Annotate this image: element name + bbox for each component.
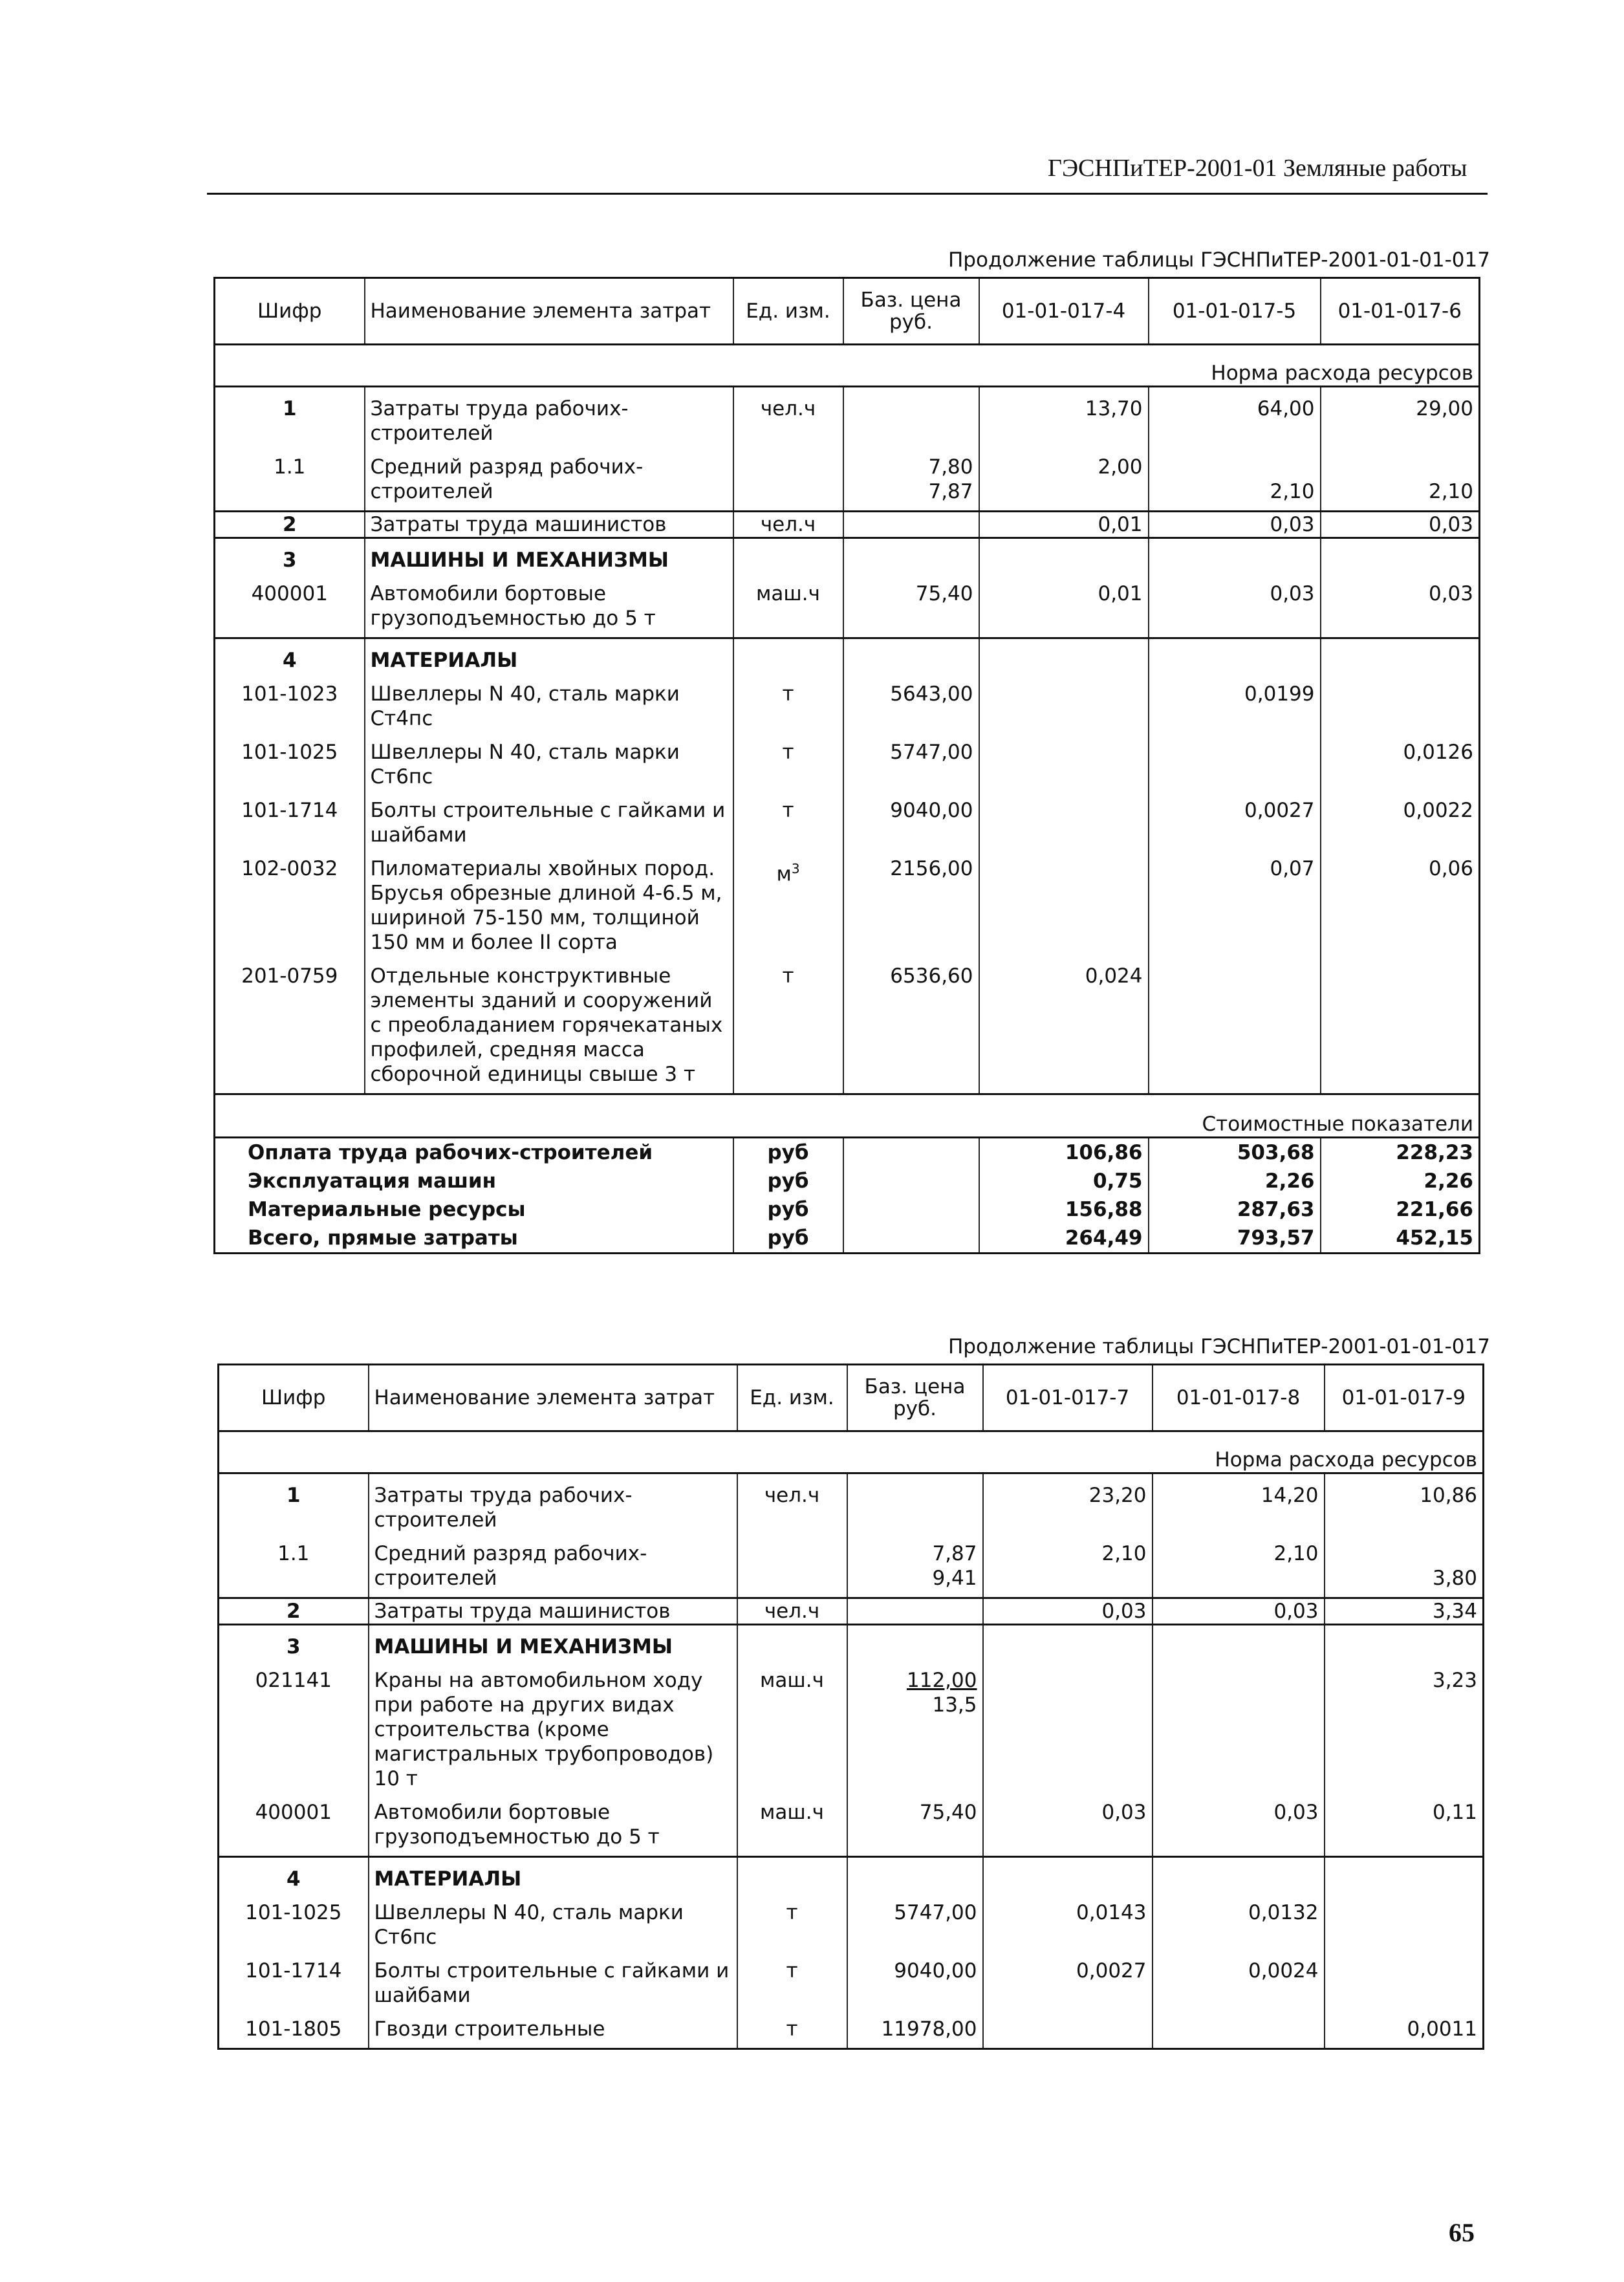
row-unit: т [733,789,843,847]
cost-label-text: Материальные ресурсы [248,1198,526,1221]
row-unit: т [733,955,843,1094]
row-code: 201-0759 [241,964,338,988]
row-value-3: 10,86 [1325,1473,1484,1533]
row-value-3: 0,03 [1321,512,1480,538]
row-unit: маш.ч [737,1659,847,1791]
table-row [215,512,1480,538]
row-name: Затраты труда рабочих-строителей [365,387,733,446]
row-value-2: 0,03 [1153,1598,1325,1625]
row-code: 102-0032 [241,857,338,880]
row-value-2: 0,03 [1153,1791,1325,1857]
row-code: 1.1 [274,455,306,479]
row-code: 101-1714 [245,1959,342,1983]
row-price: 75,40 [843,572,979,638]
col-header-price: Баз. цена руб. [843,278,979,345]
table-row [219,1857,1484,1892]
row-price [847,1598,983,1625]
row-code: 1 [286,1484,301,1507]
row-value-3: 3,23 [1325,1659,1484,1791]
table-row [215,638,1480,673]
row-code: 1.1 [277,1542,310,1565]
row-unit: т [737,1891,847,1950]
row-name: Болты строительные с гайками и шайбами [369,1950,737,2008]
row-unit: т [733,731,843,789]
row-price: 7,87 9,41 [847,1532,983,1598]
row-price: 9040,00 [843,789,979,847]
row-value-3: 3,80 [1325,1532,1484,1598]
table2-caption: Продолжение таблицы ГЭСНПиТЕР-2001-01-01-017 [948,1335,1490,1358]
row-unit: чел.ч [737,1598,847,1625]
row-value-1: 23,20 [983,1473,1153,1533]
row-value-3: 0,03 [1321,572,1480,638]
row-value-1 [983,1659,1153,1791]
row-value-3: 29,00 [1321,387,1480,446]
row-value-3: 0,0011 [1325,2008,1484,2049]
cost-value-3: 228,23 [1321,1138,1480,1168]
cost-value-1: 0,75 [979,1167,1149,1195]
col-header-code-2: 01-01-017-8 [1153,1365,1325,1431]
table-row [219,1625,1484,1660]
row-value-1: 0,01 [979,572,1149,638]
row-code: 4 [215,638,365,673]
cost-value-1: 106,86 [979,1138,1149,1168]
table2-header-row [219,1365,1484,1431]
row-code: 400001 [251,582,328,605]
row-price: 75,40 [847,1791,983,1857]
col-header-code-3: 01-01-017-9 [1325,1365,1484,1431]
cost-unit: руб [733,1224,843,1254]
row-value-1 [979,847,1149,955]
row-unit [733,446,843,512]
row-value-1: 0,03 [983,1598,1153,1625]
row-code: 101-1025 [241,741,338,764]
row-code: 101-1023 [241,682,338,706]
cost-value-1: 264,49 [979,1224,1149,1254]
row-code: 2 [215,512,365,538]
col-header-unit: Ед. изм. [737,1365,847,1431]
row-unit: т [737,1950,847,2008]
row-value-1: 0,03 [983,1791,1153,1857]
row-unit: $м^3$ [733,847,843,955]
row-price: 5643,00 [843,673,979,731]
col-header-price: Баз. цена руб. [847,1365,983,1431]
col-header-code-1: 01-01-017-4 [979,278,1149,345]
row-value-3 [1325,1891,1484,1950]
row-value-2: 0,0027 [1149,789,1321,847]
row-name: Затраты труда рабочих-строителей [369,1473,737,1533]
row-name: Затраты труда машинистов [365,512,733,538]
row-unit [737,1532,847,1598]
row-unit: т [733,673,843,731]
cost-unit: руб [733,1195,843,1224]
cost-row [215,1224,1480,1254]
row-value-1: 0,0027 [983,1950,1153,2008]
row-price: 2156,00 [843,847,979,955]
row-name: Отдельные конструктивные элементы зданий и сооружений с преобладанием горячекатаных профилей, средняя масса сборочной единицы свыше 3 т [365,955,733,1094]
cost-unit: руб [733,1167,843,1195]
row-name: Швеллеры N 40, сталь марки Ст4пс [365,673,733,731]
row-code: 101-1805 [245,2017,342,2041]
row-value-1 [983,2008,1153,2049]
table-row [215,572,1480,638]
table-row [215,955,1480,1094]
row-value-3: 0,0022 [1321,789,1480,847]
table-row [219,1891,1484,1950]
row-price: 6536,60 [843,955,979,1094]
col-header-code-3: 01-01-017-6 [1321,278,1480,345]
cost-label-text: Оплата труда рабочих-строителей [248,1141,653,1164]
cost-row [215,1138,1480,1168]
row-value-3: 0,06 [1321,847,1480,955]
table-row [219,1659,1484,1791]
row-price [843,512,979,538]
section-title: МАТЕРИАЛЫ [369,1857,737,1892]
row-name: Швеллеры N 40, сталь марки Ст6пс [369,1891,737,1950]
row-value-3 [1321,955,1480,1094]
row-value-1: 2,00 [979,446,1149,512]
row-unit: маш.ч [733,572,843,638]
table-row [215,847,1480,955]
row-name: Автомобили бортовые грузоподъемностью до 5 т [369,1791,737,1857]
cost-label-text: Всего, прямые затраты [248,1226,518,1250]
row-value-2: 2,10 [1149,446,1321,512]
table1-caption: Продолжение таблицы ГЭСНПиТЕР-2001-01-01-017 [948,248,1490,272]
cost-value-2: 2,26 [1149,1167,1321,1195]
row-value-1: 0,024 [979,955,1149,1094]
row-price: 9040,00 [847,1950,983,2008]
table-row [215,789,1480,847]
row-unit: чел.ч [733,512,843,538]
cost-label-row [215,1094,1480,1138]
row-code: 2 [219,1598,369,1625]
row-value-2: 0,0024 [1153,1950,1325,2008]
row-name: Болты строительные с гайками и шайбами [365,789,733,847]
norm-label-row [215,345,1480,387]
col-header-name: Наименование элемента затрат [365,278,733,345]
running-header: ГЭСНПиТЕР-2001-01 Земляные работы [1048,155,1467,182]
row-code: 021141 [255,1669,332,1692]
row-unit: маш.ч [737,1791,847,1857]
page-number: 65 [1449,2218,1475,2247]
row-name: Автомобили бортовые грузоподъемностью до 5 т [365,572,733,638]
row-value-1: 0,0143 [983,1891,1153,1950]
row-name: Краны на автомобильном ходу при работе на других видах строительства (кроме магистральных трубопроводов) 10 т [369,1659,737,1791]
table-row [215,673,1480,731]
table-row [219,1791,1484,1857]
row-value-1: 13,70 [979,387,1149,446]
row-value-2: 14,20 [1153,1473,1325,1533]
row-name: Средний разряд рабочих-строителей [369,1532,737,1598]
row-value-2: 0,0199 [1149,673,1321,731]
row-code: 101-1025 [245,1901,342,1924]
row-name: Швеллеры N 40, сталь марки Ст6пс [365,731,733,789]
table-row [219,1532,1484,1598]
row-price [843,387,979,446]
col-header-code-2: 01-01-017-5 [1149,278,1321,345]
row-value-1 [979,673,1149,731]
cost-value-3: 2,26 [1321,1167,1480,1195]
row-value-3 [1321,673,1480,731]
row-value-2 [1153,2008,1325,2049]
table1-header-row [215,278,1480,345]
norm-label-row [219,1431,1484,1473]
cost-value-3: 221,66 [1321,1195,1480,1224]
cost-row [215,1195,1480,1224]
table-row [215,387,1480,446]
cost-value-1: 156,88 [979,1195,1149,1224]
row-value-2: 64,00 [1149,387,1321,446]
section-title: МАШИНЫ И МЕХАНИЗМЫ [365,538,733,573]
header-rule [207,193,1488,195]
section-title: МАШИНЫ И МЕХАНИЗМЫ [369,1625,737,1660]
row-value-3: 3,34 [1325,1598,1484,1625]
row-value-2 [1153,1659,1325,1791]
table-row [215,538,1480,573]
cost-value-2: 287,63 [1149,1195,1321,1224]
row-value-1: 0,01 [979,512,1149,538]
row-price: 112,00 13,5 [847,1659,983,1791]
row-value-2: 0,03 [1149,572,1321,638]
row-name: Средний разряд рабочих-строителей [365,446,733,512]
row-value-1 [979,789,1149,847]
row-code: 3 [215,538,365,573]
row-name: Гвозди строительные [369,2008,737,2049]
cost-unit: руб [733,1138,843,1168]
col-header-code: Шифр [215,278,365,345]
section-title: МАТЕРИАЛЫ [365,638,733,673]
row-unit: чел.ч [737,1473,847,1533]
row-price: 5747,00 [843,731,979,789]
cost-label-text: Эксплуатация машин [248,1169,497,1193]
cost-value-2: 503,68 [1149,1138,1321,1168]
col-header-code-1: 01-01-017-7 [983,1365,1153,1431]
row-value-1: 2,10 [983,1532,1153,1598]
cost-value-2: 793,57 [1149,1224,1321,1254]
row-value-3: 2,10 [1321,446,1480,512]
row-code: 1 [282,397,297,420]
row-value-3: 0,0126 [1321,731,1480,789]
table-row [219,2008,1484,2049]
table-row [219,1598,1484,1625]
row-unit: т [737,2008,847,2049]
row-code: 4 [219,1857,369,1892]
table-row [219,1950,1484,2008]
cost-row [215,1167,1480,1195]
col-header-unit: Ед. изм. [733,278,843,345]
row-code: 101-1714 [241,799,338,822]
cost-label: Стоимостные показатели [215,1094,1480,1138]
row-price: 11978,00 [847,2008,983,2049]
norm-label: Норма расхода ресурсов [219,1431,1484,1473]
row-value-2: 0,0132 [1153,1891,1325,1950]
col-header-name: Наименование элемента затрат [369,1365,737,1431]
row-name: Затраты труда машинистов [369,1598,737,1625]
row-value-2 [1149,955,1321,1094]
row-value-2 [1149,731,1321,789]
row-value-2: 0,07 [1149,847,1321,955]
row-price: 5747,00 [847,1891,983,1950]
row-name: Пиломатериалы хвойных пород. Брусья обрезные длиной 4-6.5 м, шириной 75-150 мм, толщиной 150 мм и более II сорта [365,847,733,955]
cost-value-3: 452,15 [1321,1224,1480,1254]
table-row [219,1473,1484,1533]
row-price [847,1473,983,1533]
table1 [213,277,1480,1254]
row-value-1 [979,731,1149,789]
table2 [217,1364,1484,2050]
row-unit: чел.ч [733,387,843,446]
table-row [215,731,1480,789]
row-price: 7,80 7,87 [843,446,979,512]
row-code: 400001 [255,1801,332,1824]
row-value-3 [1325,1950,1484,2008]
row-value-3: 0,11 [1325,1791,1484,1857]
table-row [215,446,1480,512]
row-value-2: 2,10 [1153,1532,1325,1598]
col-header-code: Шифр [219,1365,369,1431]
row-code: 3 [219,1625,369,1660]
row-value-2: 0,03 [1149,512,1321,538]
norm-label: Норма расхода ресурсов [215,345,1480,387]
